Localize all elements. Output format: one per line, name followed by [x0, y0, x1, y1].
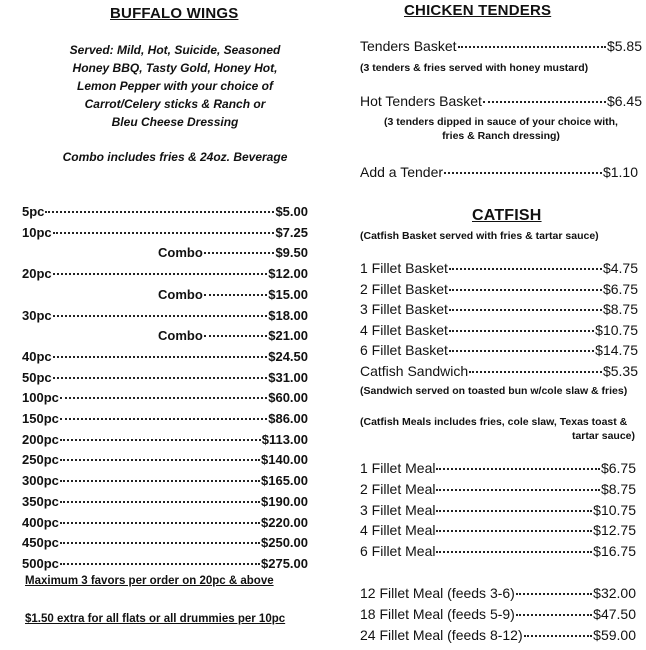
item-label: 400pc [22, 514, 59, 530]
item-label: 300pc [22, 473, 59, 489]
menu-item-row [22, 349, 308, 364]
item-label: 10pc [22, 224, 52, 240]
menu-item-row [360, 502, 636, 518]
menu-item-row [158, 245, 308, 260]
leader-dots [516, 614, 592, 616]
menu-item-hot-tenders-basket [360, 93, 642, 109]
leader-dots [449, 330, 594, 332]
leader-dots [53, 356, 268, 358]
item-label: 30pc [22, 307, 52, 323]
tenders-basket-note: (3 tenders & fries served with honey mustard) [360, 62, 589, 74]
leader-dots [60, 439, 261, 441]
item-price: $47.50 [593, 605, 636, 622]
item-label: Add a Tender [360, 164, 444, 180]
menu-item-row [360, 260, 638, 276]
leader-dots [204, 335, 267, 337]
item-label: 450pc [22, 535, 59, 551]
item-price: $5.35 [602, 362, 638, 379]
catfish-title: CATFISH [472, 207, 542, 224]
item-label: Combo [158, 286, 203, 302]
leader-dots [449, 289, 602, 291]
item-price: $7.25 [275, 224, 308, 240]
menu-item-row [22, 432, 308, 447]
menu-item-row [360, 522, 636, 538]
leader-dots [449, 350, 594, 352]
item-price: $6.75 [602, 280, 638, 297]
leader-dots [524, 635, 593, 637]
item-price: $5.00 [275, 204, 308, 219]
menu-item-add-tender [360, 164, 638, 180]
menu-item-row [360, 322, 638, 338]
item-label: 2 Fillet Meal [360, 480, 436, 497]
leader-dots [53, 377, 268, 379]
item-label: 20pc [22, 266, 52, 282]
item-price: $8.75 [600, 480, 636, 497]
leader-dots [444, 172, 602, 174]
leader-dots [53, 273, 268, 275]
menu-item-row [22, 204, 308, 219]
item-price: $4.75 [602, 260, 638, 276]
item-label: 1 Fillet Meal [360, 460, 436, 476]
menu-item-row [22, 473, 308, 488]
item-label: Combo [158, 328, 203, 344]
hot-tenders-note [360, 115, 642, 143]
item-label: Catfish Sandwich [360, 362, 469, 379]
item-label: 24 Fillet Meal (feeds 8-12) [360, 626, 523, 643]
leader-dots [436, 551, 592, 553]
combo-note: Combo includes fries & 24oz. Beverage [62, 150, 288, 164]
description-line: Bleu Cheese Dressing [111, 115, 239, 129]
item-label: 4 Fillet Basket [360, 321, 448, 338]
item-price: $250.00 [261, 535, 308, 551]
menu-item-row [360, 281, 638, 297]
item-price: $32.00 [593, 585, 636, 601]
item-price: $14.75 [595, 342, 638, 358]
leader-dots [60, 480, 260, 482]
item-price: $6.45 [606, 93, 642, 109]
menu-item-row [22, 308, 308, 323]
leader-dots [60, 542, 260, 544]
item-label: 3 Fillet Basket [360, 301, 448, 317]
item-label: 4 Fillet Meal [360, 522, 436, 539]
leader-dots [449, 268, 602, 270]
catfish-basket-note: (Catfish Basket served with fries & tartar sauce) [360, 230, 599, 242]
description-line: Carrot/Celery sticks & Ranch or [84, 97, 266, 111]
item-price: $165.00 [261, 473, 308, 489]
leader-dots [45, 211, 274, 213]
menu-item-row [22, 370, 308, 385]
menu-item-row [360, 543, 636, 559]
menu-item-row [360, 585, 636, 601]
item-price: $15.00 [268, 286, 308, 302]
item-label: 6 Fillet Meal [360, 543, 436, 560]
leader-dots [449, 309, 602, 311]
item-price: $9.50 [275, 245, 308, 261]
menu-item-row [360, 301, 638, 317]
leader-dots [53, 232, 275, 234]
item-price: $18.00 [268, 307, 308, 323]
item-price: $59.00 [593, 626, 636, 643]
item-label: 100pc [22, 390, 59, 406]
leader-dots [60, 563, 260, 565]
description-line: Served: Mild, Hot, Suicide, Seasoned [69, 43, 281, 57]
item-price: $113.00 [261, 431, 308, 447]
flats-drummies-note: $1.50 extra for all flats or all drummies per 10pc [25, 613, 286, 625]
note-line: fries & Ranch dressing) [442, 130, 560, 142]
leader-dots [60, 397, 267, 399]
menu-item-row [158, 287, 308, 302]
item-label: Hot Tenders Basket [360, 93, 482, 109]
leader-dots [458, 46, 606, 48]
leader-dots [436, 510, 592, 512]
item-label: 6 Fillet Basket [360, 342, 448, 358]
item-price: $10.75 [593, 501, 636, 518]
menu-item-row [360, 606, 636, 622]
leader-dots [436, 489, 599, 491]
max-flavors-note: Maximum 3 favors per order on 20pc & above [25, 575, 274, 587]
catfish-meals-note [360, 415, 635, 443]
leader-dots [60, 522, 260, 524]
item-label: 12 Fillet Meal (feeds 3-6) [360, 585, 515, 601]
item-label: 500pc [22, 555, 59, 571]
menu-item-row [360, 363, 638, 379]
item-label: 350pc [22, 493, 59, 509]
menu-item-row [22, 390, 308, 405]
item-label: 3 Fillet Meal [360, 501, 436, 518]
description-line: Lemon Pepper with your choice of [76, 79, 274, 93]
menu-item-row [22, 556, 308, 571]
item-price: $1.10 [602, 164, 638, 180]
menu-item-row [22, 266, 308, 281]
buffalo-wings-description [40, 41, 310, 131]
leader-dots [436, 468, 599, 470]
leader-dots [60, 459, 260, 461]
sandwich-note: (Sandwich served on toasted bun w/cole slaw & fries) [360, 385, 628, 397]
item-label: 18 Fillet Meal (feeds 5-9) [360, 605, 515, 622]
leader-dots [60, 418, 267, 420]
item-price: $275.00 [261, 555, 308, 571]
menu-item-tenders-basket [360, 38, 642, 54]
item-label: 250pc [22, 452, 59, 468]
item-price: $12.75 [593, 522, 636, 539]
description-line: Honey BBQ, Tasty Gold, Honey Hot, [72, 61, 278, 75]
leader-dots [436, 530, 592, 532]
leader-dots [483, 101, 606, 103]
item-price: $6.75 [600, 460, 636, 476]
item-label: 1 Fillet Basket [360, 260, 448, 276]
item-price: $5.85 [606, 38, 642, 54]
leader-dots [516, 593, 592, 595]
menu-item-row [22, 225, 308, 240]
item-label: 5pc [22, 204, 45, 219]
menu-item-row [22, 535, 308, 550]
item-label: 50pc [22, 369, 52, 385]
menu-item-row [158, 328, 308, 343]
leader-dots [53, 315, 268, 317]
item-label: 200pc [22, 431, 59, 447]
leader-dots [204, 252, 275, 254]
buffalo-wings-title: BUFFALO WINGS [110, 5, 239, 22]
item-label: 2 Fillet Basket [360, 280, 448, 297]
menu-item-row [22, 494, 308, 509]
menu-item-row [360, 460, 636, 476]
item-label: Tenders Basket [360, 38, 457, 54]
menu-item-row [360, 481, 636, 497]
item-price: $24.50 [268, 348, 308, 364]
item-price: $12.00 [268, 266, 308, 282]
item-price: $21.00 [268, 328, 308, 344]
note-line: tartar sauce) [571, 430, 635, 442]
item-price: $8.75 [602, 301, 638, 317]
leader-dots [469, 371, 602, 373]
menu-item-row [22, 515, 308, 530]
leader-dots [60, 501, 260, 503]
item-price: $190.00 [261, 493, 308, 509]
item-price: $10.75 [595, 321, 638, 338]
menu-item-row [22, 452, 308, 467]
item-label: 150pc [22, 411, 59, 426]
chicken-tenders-title: CHICKEN TENDERS [404, 2, 552, 19]
item-price: $86.00 [268, 411, 308, 426]
note-line: (3 tenders dipped in sauce of your choice with, [384, 116, 618, 128]
menu-item-row [22, 411, 308, 426]
menu-item-row [360, 342, 638, 358]
item-label: 40pc [22, 348, 52, 364]
item-price: $60.00 [268, 390, 308, 406]
item-price: $31.00 [268, 369, 308, 385]
note-line: (Catfish Meals includes fries, cole slaw, Texas toast & [360, 416, 628, 428]
item-label: Combo [158, 245, 203, 261]
item-price: $220.00 [261, 514, 308, 530]
menu-item-row [360, 627, 636, 643]
leader-dots [204, 294, 267, 296]
item-price: $140.00 [261, 452, 308, 468]
item-price: $16.75 [593, 543, 636, 560]
